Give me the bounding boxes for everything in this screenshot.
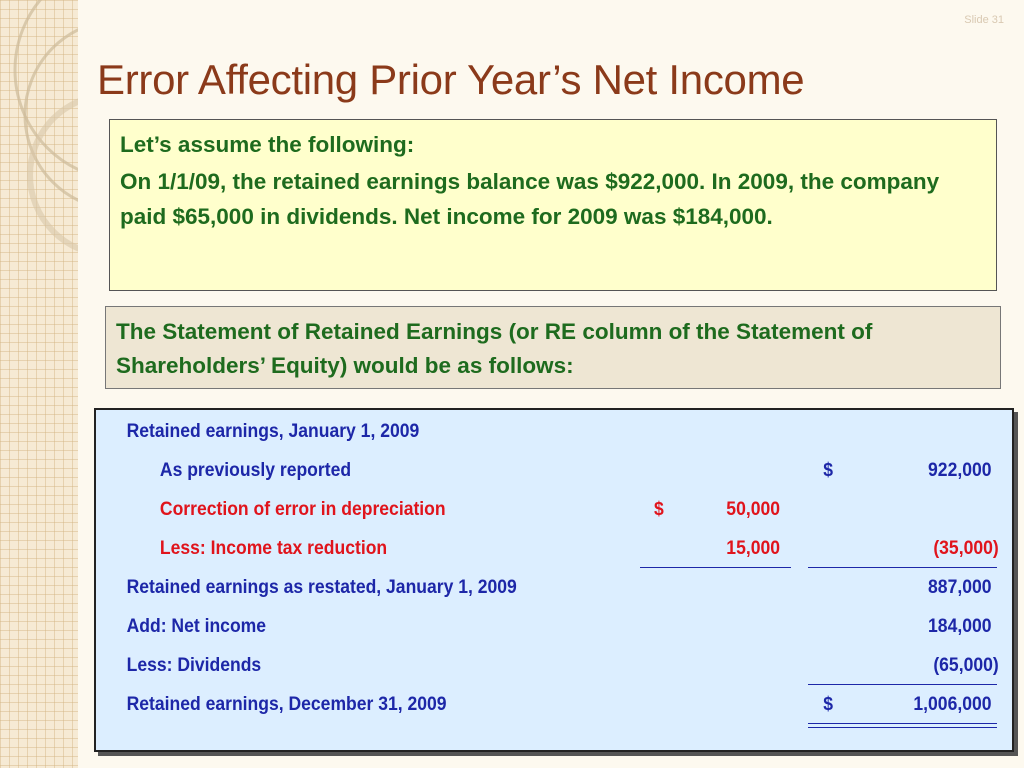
sidebar-arcs-decoration [0, 0, 78, 768]
col2-amount: 184,000 [928, 615, 992, 637]
statement-row [96, 576, 992, 606]
row-label: As previously reported [159, 459, 352, 481]
statement-row [96, 615, 992, 645]
assumption-box [109, 119, 997, 291]
row-label: Retained earnings, December 31, 2009 [126, 693, 447, 715]
total-double-underline [808, 723, 997, 728]
row-label: Retained earnings, January 1, 2009 [126, 420, 420, 442]
statement-row [96, 420, 920, 450]
row-label: Less: Income tax reduction [159, 537, 388, 559]
statement-row [96, 498, 920, 528]
col2-amount: 922,000 [928, 459, 992, 481]
statement-intro-box [105, 306, 1001, 389]
slide-title: Error Affecting Prior Year’s Net Income [97, 56, 805, 103]
statement-intro-text: The Statement of Retained Earnings (or RE column of the Statement of Shareholders’ Equity) would be as follows: [116, 319, 873, 378]
col2-amount: 887,000 [928, 576, 992, 598]
col2-sign: $ [823, 459, 833, 481]
subtotal-underline [808, 567, 997, 568]
statement-row [96, 693, 992, 723]
row-label: Retained earnings as restated, January 1, 2009 [126, 576, 517, 598]
retained-earnings-statement [94, 408, 1014, 752]
row-label: Add: Net income [126, 615, 267, 637]
decorative-sidebar [0, 0, 78, 768]
col2-sign: $ [823, 693, 833, 715]
statement-row [96, 459, 992, 489]
subtotal-underline [640, 567, 791, 568]
row-label: Correction of error in depreciation [159, 498, 446, 520]
col2-amount: 1,006,000 [913, 693, 992, 715]
subtotal-underline [808, 684, 997, 685]
row-label: Less: Dividends [126, 654, 262, 676]
col2-amount: (35,000) [933, 537, 999, 559]
col1-amount: 15,000 [726, 537, 780, 559]
statement-row [96, 537, 999, 567]
col1-sign: $ [654, 498, 664, 520]
statement-row [96, 654, 999, 684]
assumption-heading: Let’s assume the following: [120, 132, 415, 157]
assumption-body: On 1/1/09, the retained earnings balance was $922,000. In 2009, the company paid $65,000 in dividends. Net income for 2009 was $184,000. [120, 169, 940, 229]
col1-amount: 50,000 [726, 498, 780, 520]
col2-amount: (65,000) [933, 654, 999, 676]
slide-number: Slide 31 [964, 14, 1004, 26]
